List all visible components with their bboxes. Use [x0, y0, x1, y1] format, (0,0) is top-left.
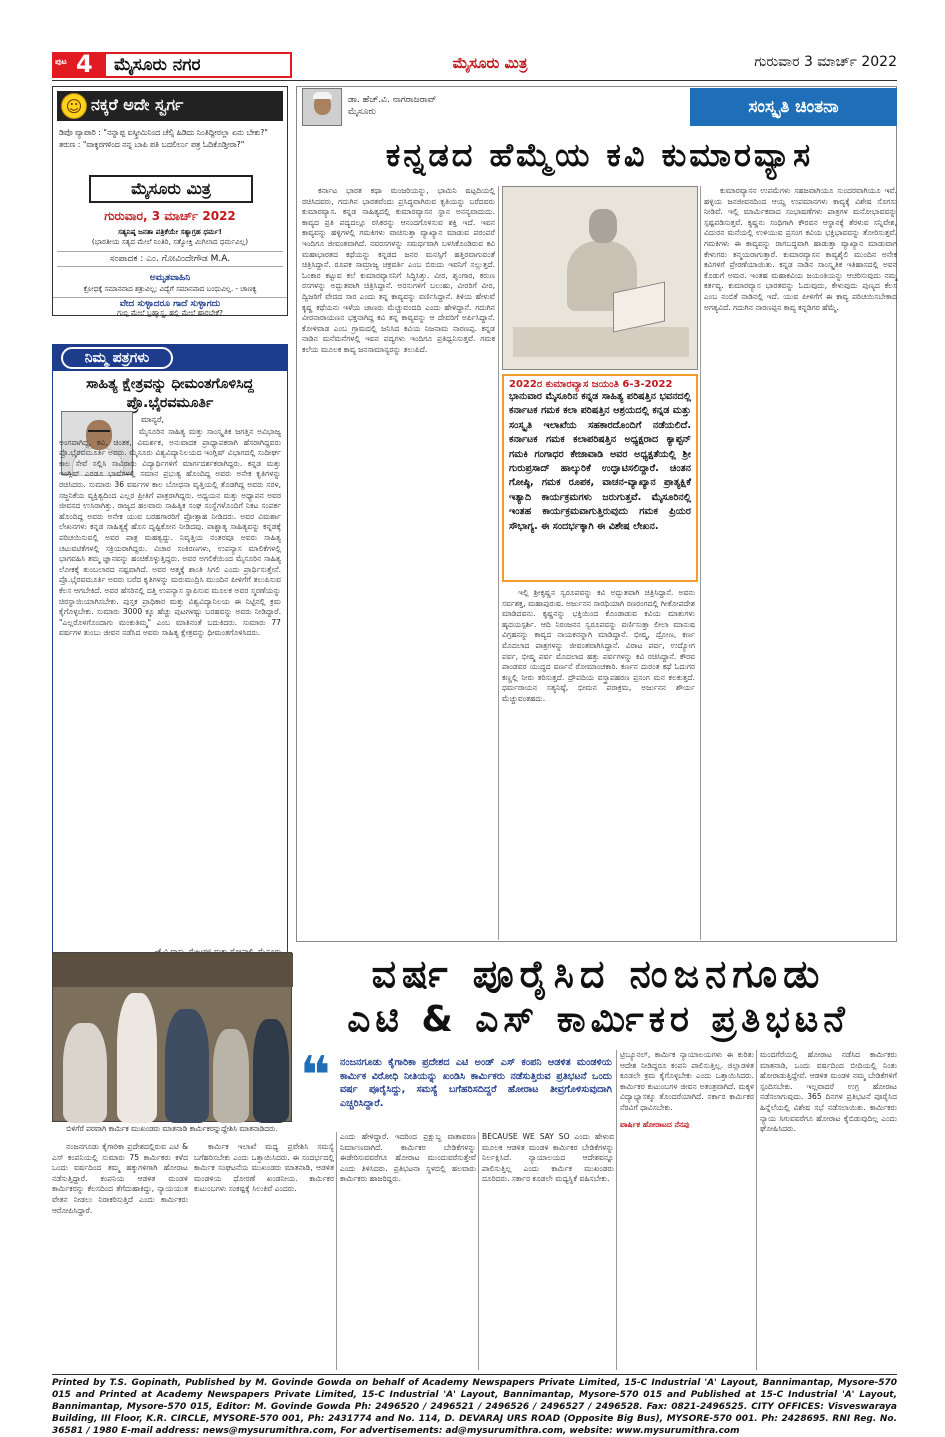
photo-figure: [63, 1023, 107, 1123]
joke-box: [52, 86, 288, 316]
article-headline: ಕನ್ನಡದ ಹೆಮ್ಮೆಯ ಕವಿ ಕುಮಾರವ್ಯಾಸ: [385, 136, 814, 174]
article-column-3: ಕುಮಾರವ್ಯಾಸನ ಉಪಮೆಗಳು ಸಹಜವಾಗಿಯೂ ಸುಂದರವಾಗಿಯೂ ಇವೆ. ಹಳ್ಳಿಯ ಜನಜೀವನದಿಂದ ಆಯ್ದ ಉಪಮಾನಗಳು ಕಾವ್ಯಕ್ಕೆ ವಿಶೇಷ ಸೊಗಸು ನೀಡಿವೆ. ಇಲ್ಲಿ ಮಾರ್ಮಿಕವಾದ ಸಂಭಾಷಣೆಗಳು ಪಾತ್ರಗಳ ಮನೋಭಾವವನ್ನು ಸ್ಪಷ್ಟಪಡಿಸುತ್ತವೆ. ಕೃಷ್ಣನು ಸಂಧಿಗಾಗಿ ಕೌರವನ ಆಸ್ಥಾನಕ್ಕೆ ತೆರಳುವ ಸನ್ನಿವೇಶ, ವಿದುರನ ಮನೆಯಲ್ಲಿ ಉಳಿಯುವ ಪ್ರಸಂಗ ಕವಿಯ ಭಕ್ತಿಭಾವವನ್ನು ತೋರಿಸುತ್ತವೆ. ಗಮಕಿಗಳು ಈ ಕಾವ್ಯವನ್ನು ರಾಗಬದ್ಧವಾಗಿ ಹಾಡುತ್ತಾ ವ್ಯಾಖ್ಯಾನ ಮಾಡುವಾಗ ಕೇಳುಗರು ತನ್ಮಯರಾಗುತ್ತಾರೆ. ಕುಮಾರವ್ಯಾಸನ ಕಾವ್ಯಶೈಲಿ ಮುಂದಿನ ಅನೇಕ ಕವಿಗಳಿಗೆ ಪ್ರೇರಣೆಯಾಯಿತು. ಕನ್ನಡ ನಾಡಿನ ಸಾಂಸ್ಕೃತಿಕ ಇತಿಹಾಸದಲ್ಲಿ ಅವನ ಕೊಡುಗೆ ಅಮರ. ಇಂತಹ ಮಹಾಕವಿಯ ಜಯಂತಿಯನ್ನು ಆಚರಿಸುವುದು ನಮ್ಮ ಕರ್ತವ್ಯ. ಕುಮಾರವ್ಯಾಸ ಭಾರತವನ್ನು ಓದುವುದು, ಕೇಳುವುದು ಪುಣ್ಯದ ಕೆಲಸ ಎಂಬ ನಂಬಿಕೆ ನಾಡಿನಲ್ಲಿ ಇದೆ. ಯುವ ಪೀಳಿಗೆಗೆ ಈ ಕಾವ್ಯ ಪರಿಚಯಿಸಬೇಕಾದ ಅಗತ್ಯವಿದೆ. ಗದುಗಿನ ನಾರಣಪ್ಪನ ಕಾವ್ಯ ಕನ್ನಡಿಗರ ಹೆಮ್ಮೆ.: [704, 186, 897, 312]
photo-figure: [117, 993, 157, 1123]
paper-name: ಮೈಸೂರು ಮಿತ್ರ: [452, 54, 528, 72]
column-divider: [756, 1050, 757, 1370]
author-photo: [302, 88, 342, 126]
letter-body-text: ಮೈಸೂರಿನ ಸಾಹಿತ್ಯ ಮತ್ತು ಸಾಂಸ್ಕೃತಿಕ ಜಗತ್ತಿನ ಅವಿಭಾಜ್ಯ ಅಂಗವಾಗಿದ್ದ, ಕವಿ, ಚಿಂತಕ, ವಿಮರ್ಶಕ, ಅನುವಾದಕ ಪ್ರಾಧ್ಯಾಪಕರಾಗಿ ಹೆಸರಾಗಿದ್ದವರು ಪ್ರೊ.ಭೈರವಮೂರ್ತಿ ಅವರು. ಮೈಸೂರು ವಿಶ್ವವಿದ್ಯಾನಿಲಯದ ಇಂಗ್ಲಿಷ್ ವಿಭಾಗದಲ್ಲಿ ಸುದೀರ್ಘ ಕಾಲ ಸೇವೆ ಸಲ್ಲಿಸಿ ಸಾವಿರಾರು ವಿದ್ಯಾರ್ಥಿಗಳಿಗೆ ಮಾರ್ಗದರ್ಶಕರಾಗಿದ್ದರು. ಕನ್ನಡ ಮತ್ತು ಇಂಗ್ಲಿಷ್ ಎರಡೂ ಭಾಷೆಗಳಲ್ಲಿ ಸಮಾನ ಪ್ರಭುತ್ವ ಹೊಂದಿದ್ದ ಅವರು ಅನೇಕ ಕೃತಿಗಳನ್ನು ರಚಿಸಿದರು. ಸುಮಾರು 36 ವರ್ಷಗಳ ಕಾಲ ಬೋಧನಾ ವೃತ್ತಿಯಲ್ಲಿ ತೊಡಗಿದ್ದ ಅವರು ಸರಳ, ಸಜ್ಜನಿಕೆಯ ವ್ಯಕ್ತಿತ್ವದಿಂದ ಎಲ್ಲರ ಪ್ರೀತಿಗೆ ಪಾತ್ರರಾಗಿದ್ದರು. ಅಧ್ಯಯನ ಮತ್ತು ಅಧ್ಯಾಪನ ಅವರ ಜೀವನದ ಉಸಿರಾಗಿತ್ತು. ರಾಜ್ಯದ ಹಲವಾರು ಸಾಹಿತ್ಯಿಕ ಸಂಘ ಸಂಸ್ಥೆಗಳೊಂದಿಗೆ ನಿಕಟ ಸಂಪರ್ಕ ಹೊಂದಿದ್ದ ಅವರು ಅನೇಕ ಯುವ ಬರಹಗಾರರಿಗೆ ಪ್ರೋತ್ಸಾಹ ನೀಡಿದರು. ಅವರ ವಿಮರ್ಶಾ ಲೇಖನಗಳು ಕನ್ನಡ ಸಾಹಿತ್ಯಕ್ಕೆ ಹೊಸ ದೃಷ್ಟಿಕೋನ ನೀಡಿದವು. ಪಾಶ್ಚಾತ್ಯ ಸಾಹಿತ್ಯವನ್ನು ಕನ್ನಡಕ್ಕೆ ಪರಿಚಯಿಸುವಲ್ಲಿ ಅವರ ಪಾತ್ರ ಮಹತ್ವದ್ದು. ನಿವೃತ್ತಿಯ ನಂತರವೂ ಅವರು ಸಾಹಿತ್ಯ ಚಟುವಟಿಕೆಗಳಲ್ಲಿ ಸಕ್ರಿಯರಾಗಿದ್ದರು. ವಿಚಾರ ಸಂಕಿರಣಗಳು, ಉಪನ್ಯಾಸ ಮಾಲಿಕೆಗಳಲ್ಲಿ ಭಾಗವಹಿಸಿ ತಮ್ಮ ಜ್ಞಾನವನ್ನು ಹಂಚಿಕೊಳ್ಳುತ್ತಿದ್ದರು. ಅವರ ಅಗಲಿಕೆಯಿಂದ ಮೈಸೂರಿನ ಸಾಹಿತ್ಯ ಲೋಕಕ್ಕೆ ತುಂಬಲಾರದ ನಷ್ಟವಾಗಿದೆ. ಅವರ ಆತ್ಮಕ್ಕೆ ಶಾಂತಿ ಸಿಗಲಿ ಎಂದು ಪ್ರಾರ್ಥಿಸುತ್ತೇನೆ. ಪ್ರೊ.ಭೈರವಮೂರ್ತಿ ಅವರು ಬರೆದ ಕೃತಿಗಳನ್ನು ಮರುಮುದ್ರಿಸಿ ಮುಂದಿನ ಪೀಳಿಗೆಗೆ ತಲುಪಿಸುವ ಕೆಲಸ ಆಗಬೇಕಿದೆ. ಅವರ ಹೆಸರಿನಲ್ಲಿ ದತ್ತಿ ಉಪನ್ಯಾಸ ಸ್ಥಾಪಿಸುವ ಮೂಲಕ ಅವರ ಸ್ಮರಣೆಯನ್ನು ಚಿರಸ್ಥಾಯಿಯಾಗಿಸಬೇಕು. ಪುಸ್ತಕ ಪ್ರಾಧಿಕಾರ ಮತ್ತು ವಿಶ್ವವಿದ್ಯಾನಿಲಯ ಈ ನಿಟ್ಟಿನಲ್ಲಿ ಕ್ರಮ ಕೈಗೊಳ್ಳಬೇಕು. ಸುಮಾರು 3000 ಕ್ಕೂ ಹೆಚ್ಚು ಪುಟಗಳಷ್ಟು ಬರಹವನ್ನು ಅವರು ನೀಡಿದ್ದಾರೆ. "ಎಲ್ಲರೊಳಗೊಂದಾಗು ಮಂಕುತಿಮ್ಮ" ಎಂಬ ಮಾತಿನಂತೆ ಬದುಕಿದರು. ಸುಮಾರು 77 ವರ್ಷಗಳ ತುಂಬು ಜೀವನ ನಡೆಸಿದ ಅವರು ಸಾಹಿತ್ಯ ಕ್ಷೇತ್ರವನ್ನು ಧೀಮಂತಗೊಳಿಸಿದರು.: [59, 427, 281, 638]
column-divider: [478, 1132, 479, 1370]
photo-roof: [53, 953, 293, 987]
header-date: ಗುರುವಾರ 3 ಮಾರ್ಚ್ 2022: [754, 54, 897, 70]
editor-line: ಸಂಪಾದಕ : ಎಂ. ಗೋವಿಂದೇಗೌಡ M.A.: [57, 251, 283, 267]
letter-title: ಸಾಹಿತ್ಯ ಕ್ಷೇತ್ರವನ್ನು ಧೀಮಂತಗೊಳಿಸಿದ್ದ ಪ್ರೊ.ಭೈರವಮೂರ್ತಿ: [86, 376, 254, 411]
article-column-1: ಕರ್ನಾಟ ಭಾರತ ಕಥಾ ಮಂಜರಿಯನ್ನು, ಭಾಮಿನಿ ಷಟ್ಪದಿಯಲ್ಲಿ ರಚಿಸಿದವರು, ಗದುಗಿನ ಭಾರತವೆಂದು ಪ್ರಸಿದ್ಧವಾಗಿರುವ ಕೃತಿಯನ್ನು ಬರೆದವರು ಕುಮಾರವ್ಯಾಸ. ಕನ್ನಡ ಸಾಹಿತ್ಯದಲ್ಲಿ ಕುಮಾರವ್ಯಾಸನ ಸ್ಥಾನ ಅನನ್ಯವಾದುದು. ಕಾವ್ಯದ ಪ್ರತಿ ಪದ್ಯದಲ್ಲೂ ರಸಿಕರನ್ನು ಆನಂದಗೊಳಿಸುವ ಶಕ್ತಿ ಇದೆ. ಇವನ ಕಾವ್ಯವನ್ನು ಹಳ್ಳಿಗಳಲ್ಲಿ ಗಮಕಿಗಳು ವಾಚಿಸುತ್ತಾ ವ್ಯಾಖ್ಯಾನ ಮಾಡುವ ಪರಂಪರೆ ಇಂದಿಗೂ ಜೀವಂತವಾಗಿದೆ. ನವರಸಗಳನ್ನು ಸಮರ್ಥವಾಗಿ ಬಳಸಿಕೊಂಡಿರುವ ಕವಿ ಮಹಾಭಾರತದ ಕಥೆಯನ್ನು ಕನ್ನಡದ ಜನರ ಮನಸ್ಸಿಗೆ ಹತ್ತಿರವಾಗುವಂತೆ ಚಿತ್ರಿಸಿದ್ದಾನೆ. ರೂಪಕ ಸಾಮ್ರಾಜ್ಯ ಚಕ್ರವರ್ತಿ ಎಂಬ ಬಿರುದು ಇವನಿಗೆ ಸಲ್ಲುತ್ತದೆ. ಓಂಕಾರ ಕಟ್ಟುವ ಕಲೆ ಕುಮಾರವ್ಯಾಸನಿಗೆ ಸಿದ್ಧಿಸಿತ್ತು. ವೀರ, ಶೃಂಗಾರ, ಕರುಣ ರಸಗಳನ್ನು ಅದ್ಭುತವಾಗಿ ಚಿತ್ರಿಸಿದ್ದಾನೆ. ಅರಸುಗಳಿಗೆ ಬಲುಹು, ವೀರರಿಗೆ ವೀರ, ದ್ವಿಜರಿಗೆ ವೇದದ ಸಾರ ಎಂದು ತನ್ನ ಕಾವ್ಯವನ್ನು ವರ್ಣಿಸಿದ್ದಾನೆ. ತಿಳಿಯ ಹೇಳುವೆ ಕೃಷ್ಣ ಕಥೆಯನು ಇಳೆಯ ಜಾಣರು ಮೆಚ್ಚುವಂದದಿ ಎಂದು ಹೇಳಿದ್ದಾನೆ. ಗದುಗಿನ ವೀರನಾರಾಯಣನ ಭಕ್ತನಾಗಿದ್ದ ಕವಿ ತನ್ನ ಕಾವ್ಯವನ್ನು ಆ ದೇವರಿಗೆ ಅರ್ಪಿಸಿದ್ದಾನೆ. ಕೋಳಿವಾಡ ಎಂಬ ಗ್ರಾಮದಲ್ಲಿ ಜನಿಸಿದ ಕವಿಯ ನಿಜನಾಮ ನಾರಣಪ್ಪ. ಕನ್ನಡ ನಾಡಿನ ಮನೆಮನೆಗಳಲ್ಲಿ ಇವನ ಪದ್ಯಗಳು ಇಂದಿಗೂ ಪ್ರತಿಧ್ವನಿಸುತ್ತವೆ. ಗಮಕ ಕಲೆಯ ಮೂಲಕ ಕಾವ್ಯ ಜನಸಾಮಾನ್ಯರನ್ನು ತಲುಪಿದೆ.: [302, 186, 495, 354]
masthead-tagline-sub: (ಭಾರತೀಯ ಸತ್ಯದ ಮೇಲೆ ನಿಂತಿರಿ, ಸತ್ಯೋಕ್ತಿ ಮಿಗಿಲಾದ ಧರ್ಮವಿಲ್ಲ): [91, 237, 249, 246]
poet-head-shape: [589, 209, 617, 243]
event-text: ಭಾನುವಾರ ಮೈಸೂರಿನ ಕನ್ನಡ ಸಾಹಿತ್ಯ ಪರಿಷತ್ತಿನ ಭವನದಲ್ಲಿ ಕರ್ನಾಟಕ ಗಮಕ ಕಲಾ ಪರಿಷತ್ತಿನ ಆಶ್ರಯದಲ್ಲಿ ಕನ್ನಡ ಮತ್ತು ಸಂಸ್ಕೃತಿ ಇಲಾಖೆಯ ಸಹಕಾರದೊಂದಿಗೆ ನಡೆಯಲಿದೆ. ಕರ್ನಾಟಕ ಗಮಕ ಕಲಾಪರಿಷತ್ತಿನ ಅಧ್ಯಕ್ಷರಾದ ಕ್ಯಾಪ್ಟನ್ ಗಮಕಿ ಗಂಗಾಧರ ಕೇಜಾವಾಡಿ ಅವರ ಅಧ್ಯಕ್ಷತೆಯಲ್ಲಿ ಶ್ರೀ ಗುರುಪ್ರಸಾದ್ ಹಾಲ್ಕುರಿಕೆ ಉದ್ಘಾಟಿಸಲಿದ್ದಾರೆ. ಚಿಂತನ ಗೋಷ್ಠಿ, ಗಮಕ ರೂಪಕ, ವಾಚನ-ವ್ಯಾಖ್ಯಾನ ಪ್ರಾತ್ಯಕ್ಷಿಕೆ ಇತ್ಯಾದಿ ಕಾರ್ಯಕ್ರಮಗಳು ಜರುಗುತ್ತವೆ. ಮೈಸೂರಿನಲ್ಲಿ ಇಂತಹ ಕಾರ್ಯಕ್ರಮವಾಗುತ್ತಿರುವುದು ಗಮಕ ಪ್ರಿಯರ ಸೌಭಾಗ್ಯ. ಈ ಸಂದರ್ಭಕ್ಕಾಗಿ ಈ ವಿಶೇಷ ಲೇಖನ.: [509, 391, 691, 532]
letters-section: [52, 344, 288, 962]
laughing-face-icon: ☺: [61, 93, 87, 119]
strike-headline-line-1: ವರ್ಷ ಪೂರೈಸಿದ ನಂಜನಗೂಡು: [371, 952, 826, 996]
strike-lead: ನಂಜನಗೂಡು ಕೈಗಾರಿಕಾ ಪ್ರದೇಶದ ಎಟಿ ಅಂಡ್ ಎಸ್ ಕಂಪನಿ ಆಡಳಿತ ಮಂಡಳಿಯ ಕಾರ್ಮಿಕ ವಿರೋಧಿ ನೀತಿಯನ್ನು ಖಂಡಿಸಿ ಕಾರ್ಮಿಕರು ನಡೆಸುತ್ತಿರುವ ಪ್ರತಿಭಟನೆ ಒಂದು ವರ್ಷ ಪೂರೈಸಿದ್ದು, ಸಮಸ್ಯೆ ಬಗೆಹರಿಸದಿದ್ದರೆ ಹೋರಾಟ ತೀವ್ರಗೊಳಿಸುವುದಾಗಿ ಎಚ್ಚರಿಸಿದ್ದಾರೆ.: [340, 1057, 612, 1109]
event-box: [502, 374, 698, 582]
photo-figure: [253, 1019, 289, 1123]
author-place: ಮೈಸೂರು: [348, 107, 376, 117]
section-title: ಮೈಸೂರು ನಗರ: [104, 52, 292, 78]
strike-subhead: ವಾರ್ಷಿಕ ಹೋರಾಟದ ನೆನಪು: [620, 1119, 690, 1129]
letter-salutation: ಮಾನ್ಯರೆ,: [141, 415, 165, 424]
strike-column-4: BECAUSE WE SAY SO ಎಂದು ಹೇಳುವ ಮೂಲಕ ಆಡಳಿತ ಮಂಡಳಿ ಕಾರ್ಮಿಕರ ಬೇಡಿಕೆಗಳನ್ನು ನಿರ್ಲಕ್ಷಿಸಿದೆ. ನ್ಯಾಯಾಲಯದ ಆದೇಶವನ್ನೂ ಪಾಲಿಸುತ್ತಿಲ್ಲ ಎಂದು ಕಾರ್ಮಿಕ ಮುಖಂಡರು ದೂರಿದರು. ಸರ್ಕಾರ ಕೂಡಲೇ ಮಧ್ಯಸ್ಥಿಕೆ ವಹಿಸಬೇಕು.: [482, 1132, 614, 1184]
strike-column-1: ನಂಜನಗೂಡು ಕೈಗಾರಿಕಾ ಪ್ರದೇಶದಲ್ಲಿರುವ ಎಟಿ & ಎಸ್ ಕಂಪನಿಯಲ್ಲಿ ಸುಮಾರು 75 ಕಾರ್ಮಿಕರು ಕಳೆದ ಒಂದು ವರ್ಷದಿಂದ ತಮ್ಮ ಹಕ್ಕುಗಳಿಗಾಗಿ ಹೋರಾಟ ನಡೆಸುತ್ತಿದ್ದಾರೆ. ಕಂಪನಿಯ ಆಡಳಿತ ಮಂಡಳಿ ಕಾರ್ಮಿಕರನ್ನು ಕೆಲಸದಿಂದ ತೆಗೆದುಹಾಕಿದ್ದು, ನ್ಯಾಯಯುತ ವೇತನ ನೀಡಲು ನಿರಾಕರಿಸುತ್ತಿದೆ ಎಂದು ಕಾರ್ಮಿಕರು ಆರೋಪಿಸಿದ್ದಾರೆ.: [52, 1142, 188, 1215]
article-column-2: ಇಲ್ಲಿ ಶ್ರೀಕೃಷ್ಣನ ಸ್ವರೂಪವನ್ನು ಕವಿ ಅದ್ಭುತವಾಗಿ ಚಿತ್ರಿಸಿದ್ದಾನೆ. ಅವನು ಸರ್ವಶಕ್ತ, ಮಹಾಪುರುಷ. ಅರ್ಜುನನ ಸಾರಥಿಯಾಗಿ ರಣರಂಗದಲ್ಲಿ ಗೀತೋಪದೇಶ ಮಾಡಿದವನು. ಕೃಷ್ಣನನ್ನು ಭಕ್ತಿಯಿಂದ ಕೊಂಡಾಡುವ ಕವಿಯ ಮಾತುಗಳು ಹೃದಯಸ್ಪರ್ಶಿ. ಆದಿ ನಿರಂಜನನ ಸ್ವರೂಪವನ್ನು ವರ್ಣಿಸುತ್ತಾ ಲೀಲಾ ಮಾನುಷ ವಿಗ್ರಹನನ್ನು ಕಾವ್ಯದ ನಾಯಕನನ್ನಾಗಿ ಮಾಡಿದ್ದಾನೆ. ಭೀಷ್ಮ, ದ್ರೋಣ, ಕರ್ಣ ಮೊದಲಾದ ಪಾತ್ರಗಳನ್ನು ಜೀವಂತವಾಗಿಸಿದ್ದಾನೆ. ವಿರಾಟ ಪರ್ವ, ಉದ್ಯೋಗ ಪರ್ವ, ಭೀಷ್ಮ ಪರ್ವ ಮೊದಲಾದ ಹತ್ತು ಪರ್ವಗಳನ್ನು ಕವಿ ರಚಿಸಿದ್ದಾನೆ. ಕೌರವ ಪಾಂಡವರ ಯುದ್ಧದ ವರ್ಣನೆ ರೋಮಾಂಚಕಾರಿ. ಕರ್ಣನ ದುರಂತ ಕಥೆ ಓದುಗರ ಕಣ್ಣಲ್ಲಿ ನೀರು ತರಿಸುತ್ತದೆ. ದ್ರೌಪದಿಯ ವಸ್ತ್ರಾಪಹರಣ ಪ್ರಸಂಗ ಮನ ಕಲಕುತ್ತದೆ. ಧರ್ಮರಾಯನ ಸತ್ಯನಿಷ್ಠೆ, ಭೀಮನ ಪರಾಕ್ರಮ, ಅರ್ಜುನನ ಶೌರ್ಯ ಮೆಚ್ಚುವಂತಹದು.: [502, 588, 695, 703]
column-tag: ಸಂಸ್ಕೃತಿ ಚಿಂತನಾ: [690, 88, 897, 126]
joke-line-1: ಡಿಪೊ ವ್ಯಾಪಾರಿ : "ನನ್ನಾಪ್ಪ ಐಸ್ಕ್ರೀಮಿನಿಂದ ಚೆಲ್ಸಿ ಹಿಡಿದು ನಿಂತಿದ್ದೀರಲ್ಲಾ ಏನು ಬೇಕು?": [59, 128, 268, 137]
strike-column-5-text: ಟ್ರಿಬ್ಯೂನಲ್, ಕಾರ್ಮಿಕ ನ್ಯಾಯಾಲಯಗಳು ಈ ಕುರಿತು ಆದೇಶ ನೀಡಿದ್ದರೂ ಕಂಪನಿ ಪಾಲಿಸುತ್ತಿಲ್ಲ. ಜಿಲ್ಲಾಡಳಿತ ಕೂಡಲೇ ಕ್ರಮ ಕೈಗೊಳ್ಳಬೇಕು ಎಂದು ಒತ್ತಾಯಿಸಿದರು. ಕಾರ್ಮಿಕರ ಕುಟುಂಬಗಳ ಜೀವನ ಅತಂತ್ರವಾಗಿದೆ. ಮಕ್ಕಳ ವಿದ್ಯಾಭ್ಯಾಸಕ್ಕೂ ತೊಂದರೆಯಾಗಿದೆ. ಸರ್ಕಾರ ಕಾರ್ಮಿಕರ ನೆರವಿಗೆ ಧಾವಿಸಬೇಕು.: [620, 1050, 754, 1112]
column-divider: [498, 186, 499, 940]
joke-text: [59, 127, 283, 151]
joke-line-2: ತರುಣ : "ವಾಕ್ಶರಗಳಿಂದ ನನ್ನ ಬಾಪಿ ಪತಿ ಬದಲಿರ್ಲು ಪತ್ರ ಓದಿಕೊಡ್ತೀರಾ?": [59, 140, 245, 149]
strike-photo-caption: ಬಿಳಿಗೆರೆ ಪರವಾಗಿ ಕಾರ್ಮಿಕ ಮುಖಂಡರು ಮಾತನಾಡಿ ಕಾರ್ಮಿಕರನ್ನುದ್ದೇಶಿಸಿ ಮಾತನಾಡಿದರು.: [66, 1124, 278, 1133]
illustration-ground: [513, 327, 689, 357]
masthead-tagline: [57, 227, 283, 247]
author-hair-shape: [313, 92, 332, 99]
strike-column-2: ಕಾರ್ಮಿಕ ಇಲಾಖೆ ಮಧ್ಯ ಪ್ರವೇಶಿಸಿ ಸಮಸ್ಯೆ ಬಗೆಹರಿಸಬೇಕು ಎಂದು ಒತ್ತಾಯಿಸಿದರು. ಈ ಸಂದರ್ಭದಲ್ಲಿ ಕಾರ್ಮಿಕ ಸಂಘಟನೆಯ ಮುಖಂಡರು ಮಾತನಾಡಿ, ಆಡಳಿತ ಮಂಡಳಿಯ ಧೋರಣೆ ಖಂಡನೀಯ. ಕಾರ್ಮಿಕರ ಕುಟುಂಬಗಳು ಸಂಕಷ್ಟಕ್ಕೆ ಸಿಲುಕಿವೆ ಎಂದರು.: [194, 1142, 334, 1194]
header-rule: [52, 80, 897, 81]
letters-header-bar: [53, 345, 287, 371]
joke-title: ನಕ್ಕರೆ ಅದೇ ಸ್ವರ್ಗ: [91, 95, 184, 114]
strike-photo: [52, 952, 292, 1122]
strike-headline-line-2: ಎಟಿ & ಎಸ್ ಕಾರ್ಮಿಕರ ಪ್ರತಿಭಟನೆ: [347, 999, 850, 1040]
strike-column-6: ಮಂದಗೆರೆಯಲ್ಲಿ ಹೋರಾಟ ನಡೆಸಿದ ಕಾರ್ಮಿಕರು ಮಾತನಾಡಿ, ಒಂದು ವರ್ಷದಿಂದ ಬೀದಿಯಲ್ಲಿ ನಿಂತು ಹೋರಾಡುತ್ತಿದ್ದೇವೆ. ಆಡಳಿತ ಮಂಡಳಿ ನಮ್ಮ ಬೇಡಿಕೆಗಳಿಗೆ ಸ್ಪಂದಿಸಬೇಕು. ಇಲ್ಲವಾದರೆ ಉಗ್ರ ಹೋರಾಟ ನಡೆಸಲಾಗುವುದು. 365 ದಿನಗಳ ಪ್ರತಿಭಟನೆ ಪೂರೈಸಿದ ಹಿನ್ನೆಲೆಯಲ್ಲಿ ವಿಶೇಷ ಸಭೆ ನಡೆಸಲಾಯಿತು. ಕಾರ್ಮಿಕರು ನ್ಯಾಯ ಸಿಗುವವರೆಗೂ ಹೋರಾಟ ಕೈಬಿಡುವುದಿಲ್ಲ ಎಂದು ಘೋಷಿಸಿದರು.: [760, 1050, 897, 1134]
proverb-text: ಗುಬ್ಬಿ ಮೇಲೆ ಬ್ರಹ್ಮಾಸ್ತ್ರ, ಹಲ್ಲಿ ಮೇಲೆ ಹಾರಬೇಕೆ?: [117, 309, 223, 317]
column-divider: [336, 1132, 337, 1370]
strike-column-3: ಎಂದು ಹೇಳಿದ್ದಾರೆ. ಇದರಿಂದ ಪ್ರಕ್ಷುಬ್ಧ ವಾತಾವರಣ ನಿರ್ಮಾಣವಾಗಿದೆ. ಕಾರ್ಮಿಕರ ಬೇಡಿಕೆಗಳನ್ನು ಈಡೇರಿಸುವವರೆಗೂ ಹೋರಾಟ ಮುಂದುವರೆಸುತ್ತೇವೆ ಎಂದು ತಿಳಿಸಿದರು. ಪ್ರತಿಭಟನಾ ಸ್ಥಳದಲ್ಲಿ ಹಲವಾರು ಕಾರ್ಮಿಕರು ಹಾಜರಿದ್ದರು.: [340, 1132, 476, 1184]
masthead-logo: ಮೈಸೂರು ಮಿತ್ರ: [89, 175, 253, 203]
poet-illustration: [502, 186, 698, 370]
photo-figure: [213, 1029, 249, 1123]
quote-text: ಕ್ರೋಧಕ್ಕೆ ಸಮಾನವಾದ ಶತ್ರುವಿಲ್ಲ; ವಿದ್ಯೆಗೆ ಸಮಾನವಾದ ಬಂಧುವಿಲ್ಲ. - ಚಾಣಕ್ಯ: [83, 285, 257, 293]
quote-mark-icon: ❝: [300, 1046, 331, 1106]
column-divider: [616, 1050, 617, 1370]
strike-column-5: [620, 1050, 754, 1370]
masthead-tagline-main: ಸತ್ಯನಿಷ್ಠ ಜನತಾ ಪತ್ರಿಕೆಯೇ ಸತ್ಯಾಗ್ರಹ ಧರ್ಮ!: [118, 227, 222, 236]
page-label: ಪುಟ: [55, 57, 67, 66]
author-name: ಡಾ. ಹೆಚ್.ವಿ. ನಾಗರಾಜರಾವ್: [348, 95, 437, 105]
column-divider: [700, 186, 701, 940]
page-number: 4: [76, 50, 93, 78]
proverb-title: ವೇದ ಸುಳ್ಳಾದರೂ ಗಾದೆ ಸುಳ್ಳಾಗದು: [53, 297, 287, 309]
author-byline: [348, 94, 436, 118]
imprint-footer: Printed by T.S. Gopinath, Published by M. Govinde Gowda on behalf of Academy Newspapers Private Limited, 15-C Industrial 'A' Layout, Bannimantap, Mysore-570 015 and Printed at Academy Newspapers Private Limited, 15-C Industrial 'A' Layout, Bannimantap, Mysore-570 015 and Published at 15-C Industrial 'A' Layout, Bannimantap, Mysore-570 015, Editor: M. Govinde Gowda Ph: 2496520 / 2496521 / 2496526 / 2496527 / 2496528. Fax: 0821-2496525. CITY OFFICES: Visveswaraya Building, III Floor, K.R. CIRCLE, MYSORE-570 001, Ph: 2431774 and No. 114, D. DEVARAJ URS ROAD (Opposite Big Bus), MYSORE-570 001. Ph: 2428695. RNI Reg. No. 36581 / 1980 E-mail address: news@mysurumithra.com, For advertisements: ad@mysurumithra.com, website: www.mysurumithra.com: [52, 1374, 897, 1424]
quote-title: ಅಮೃತವಾಹಿನಿ: [149, 273, 191, 283]
photo-figure: [165, 1009, 209, 1123]
letters-section-tag: ನಿಮ್ಮ ಪತ್ರಗಳು: [61, 347, 173, 369]
letter-body: [59, 427, 281, 947]
joke-title-bar: [57, 91, 283, 121]
page-number-box: [52, 52, 104, 78]
masthead-date: ಗುರುವಾರ, 3 ಮಾರ್ಚ್ 2022: [104, 209, 236, 223]
event-title: 2022ರ ಕುಮಾರವ್ಯಾಸ ಜಯಂತಿ 6-3-2022: [509, 379, 673, 390]
